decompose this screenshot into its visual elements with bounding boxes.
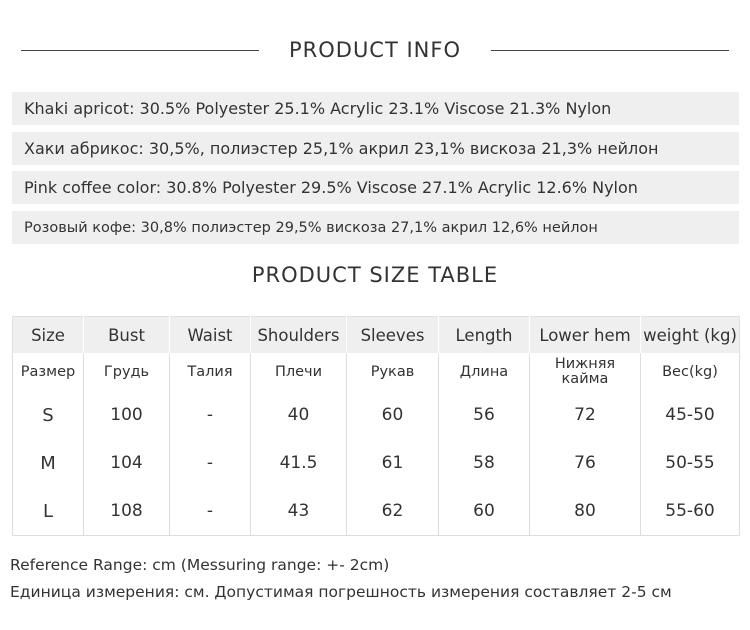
- product-info-heading-row: [0, 38, 750, 62]
- cell-shoulders: 40: [251, 391, 347, 439]
- cell-bust: 108: [84, 487, 170, 536]
- header-waist: Waist: [170, 317, 251, 354]
- cell-shoulders: 41.5: [251, 439, 347, 487]
- reference-note-ru: Единица измерения: см. Допустимая погрешность измерения составляет 2-5 см: [10, 583, 672, 601]
- cell-sleeves: 60: [347, 391, 439, 439]
- cell-bust: 104: [84, 439, 170, 487]
- header-ru-waist: Талия: [170, 353, 251, 391]
- cell-length: 58: [439, 439, 530, 487]
- header-ru-bust: Грудь: [84, 353, 170, 391]
- cell-waist: -: [170, 487, 251, 536]
- heading-divider-right: [491, 50, 729, 51]
- cell-length: 60: [439, 487, 530, 536]
- size-table-header-ru: [13, 353, 740, 391]
- cell-size: S: [13, 391, 84, 439]
- header-shoulders: Shoulders: [251, 317, 347, 354]
- cell-lower-hem: 80: [530, 487, 641, 536]
- cell-waist: -: [170, 439, 251, 487]
- header-ru-sleeves: Рукав: [347, 353, 439, 391]
- cell-shoulders: 43: [251, 487, 347, 536]
- cell-weight: 50-55: [641, 439, 740, 487]
- size-table-header-en: [13, 317, 740, 354]
- table-row: [13, 391, 740, 439]
- header-ru-length: Длина: [439, 353, 530, 391]
- cell-size: M: [13, 439, 84, 487]
- cell-sleeves: 61: [347, 439, 439, 487]
- cell-lower-hem: 72: [530, 391, 641, 439]
- heading-divider-left: [21, 50, 259, 51]
- size-table-heading-row: [0, 263, 750, 287]
- reference-note-en: Reference Range: cm (Messuring range: +- 2cm): [10, 556, 390, 574]
- cell-length: 56: [439, 391, 530, 439]
- header-size: Size: [13, 317, 84, 354]
- header-weight: weight (kg): [641, 317, 740, 354]
- composition-line-pink-en: Pink coffee color: 30.8% Polyester 29.5% Viscose 27.1% Acrylic 12.6% Nylon: [12, 171, 739, 204]
- cell-size: L: [13, 487, 84, 536]
- cell-bust: 100: [84, 391, 170, 439]
- size-table-heading: PRODUCT SIZE TABLE: [251, 263, 499, 287]
- composition-line-khaki-en: Khaki apricot: 30.5% Polyester 25.1% Acrylic 23.1% Viscose 21.3% Nylon: [12, 92, 739, 125]
- header-ru-size: Размер: [13, 353, 84, 391]
- header-length: Length: [439, 317, 530, 354]
- header-sleeves: Sleeves: [347, 317, 439, 354]
- header-ru-shoulders: Плечи: [251, 353, 347, 391]
- header-lower-hem: Lower hem: [530, 317, 641, 354]
- composition-line-khaki-ru: Хаки абрикос: 30,5%, полиэстер 25,1% акрил 23,1% вискоза 21,3% нейлон: [12, 132, 739, 165]
- cell-weight: 45-50: [641, 391, 740, 439]
- product-info-heading: PRODUCT INFO: [288, 38, 461, 62]
- header-bust: Bust: [84, 317, 170, 354]
- composition-line-pink-ru: Розовый кофе: 30,8% полиэстер 29,5% вискоза 27,1% акрил 12,6% нейлон: [12, 211, 739, 244]
- header-ru-weight: Вес(kg): [641, 353, 740, 391]
- size-table: [12, 316, 740, 536]
- header-ru-lower-hem: Нижняя кайма: [530, 353, 641, 391]
- cell-sleeves: 62: [347, 487, 439, 536]
- cell-weight: 55-60: [641, 487, 740, 536]
- cell-lower-hem: 76: [530, 439, 641, 487]
- cell-waist: -: [170, 391, 251, 439]
- table-row: [13, 439, 740, 487]
- table-row: [13, 487, 740, 536]
